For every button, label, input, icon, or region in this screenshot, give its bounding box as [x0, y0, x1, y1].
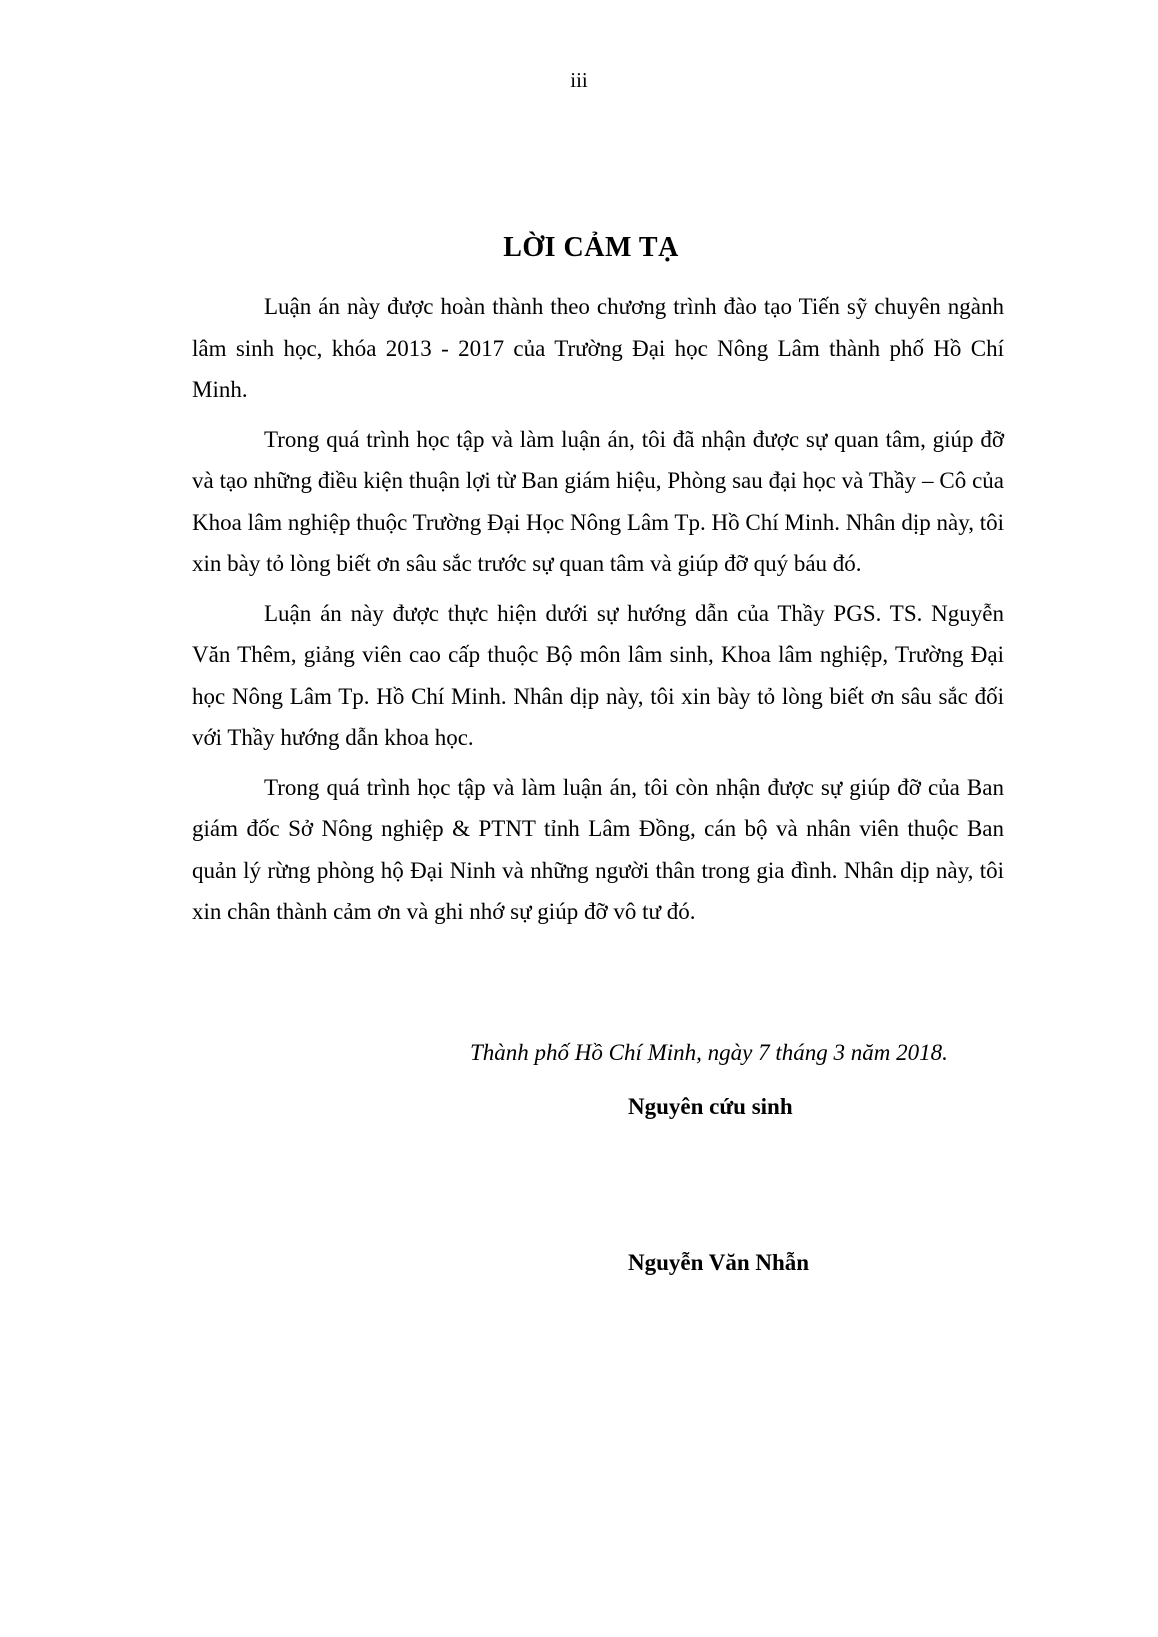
acknowledgement-body: [192, 286, 1004, 941]
paragraph-program: Luận án này được hoàn thành theo chương trình đào tạo Tiến sỹ chuyên ngành lâm sinh học, khóa 2013 - 2017 của Trường Đại học Nông Lâm thành phố Hồ Chí Minh.: [192, 294, 1004, 402]
paragraph-advisor: Luận án này được thực hiện dưới sự hướng dẫn của Thầy PGS. TS. Nguyễn Văn Thêm, giảng viên cao cấp thuộc Bộ môn lâm sinh, Khoa lâm nghiệp, Trường Đại học Nông Lâm Tp. Hồ Chí Minh. Nhân dịp này, tôi xin bày tỏ lòng biết ơn sâu sắc đối với Thầy hướng dẫn khoa học.: [192, 600, 1004, 750]
signature-role: Nguyên cứu sinh: [628, 1094, 793, 1119]
page-number: iii: [570, 68, 588, 92]
page-title: LỜI CẢM TẠ: [503, 232, 679, 263]
signature-date-line: Thành phố Hồ Chí Minh, ngày 7 tháng 3 năm 2018.: [470, 1040, 948, 1065]
paragraph-university-support: Trong quá trình học tập và làm luận án, tôi đã nhận được sự quan tâm, giúp đỡ và tạo những điều kiện thuận lợi từ Ban giám hiệu, Phòng sau đại học và Thầy – Cô của Khoa lâm nghiệp thuộc Trường Đại Học Nông Lâm Tp. Hồ Chí Minh. Nhân dịp này, tôi xin bày tỏ lòng biết ơn sâu sắc trước sự quan tâm và giúp đỡ quý báu đó.: [192, 426, 1004, 576]
signature-name: Nguyễn Văn Nhẫn: [628, 1250, 810, 1275]
paragraph-other-support: Trong quá trình học tập và làm luận án, tôi còn nhận được sự giúp đỡ của Ban giám đốc Sở Nông nghiệp & PTNT tỉnh Lâm Đồng, cán bộ và nhân viên thuộc Ban quản lý rừng phòng hộ Đại Ninh và những người thân trong gia đình. Nhân dịp này, tôi xin chân thành cảm ơn và ghi nhớ sự giúp đỡ vô tư đó.: [192, 774, 1004, 924]
